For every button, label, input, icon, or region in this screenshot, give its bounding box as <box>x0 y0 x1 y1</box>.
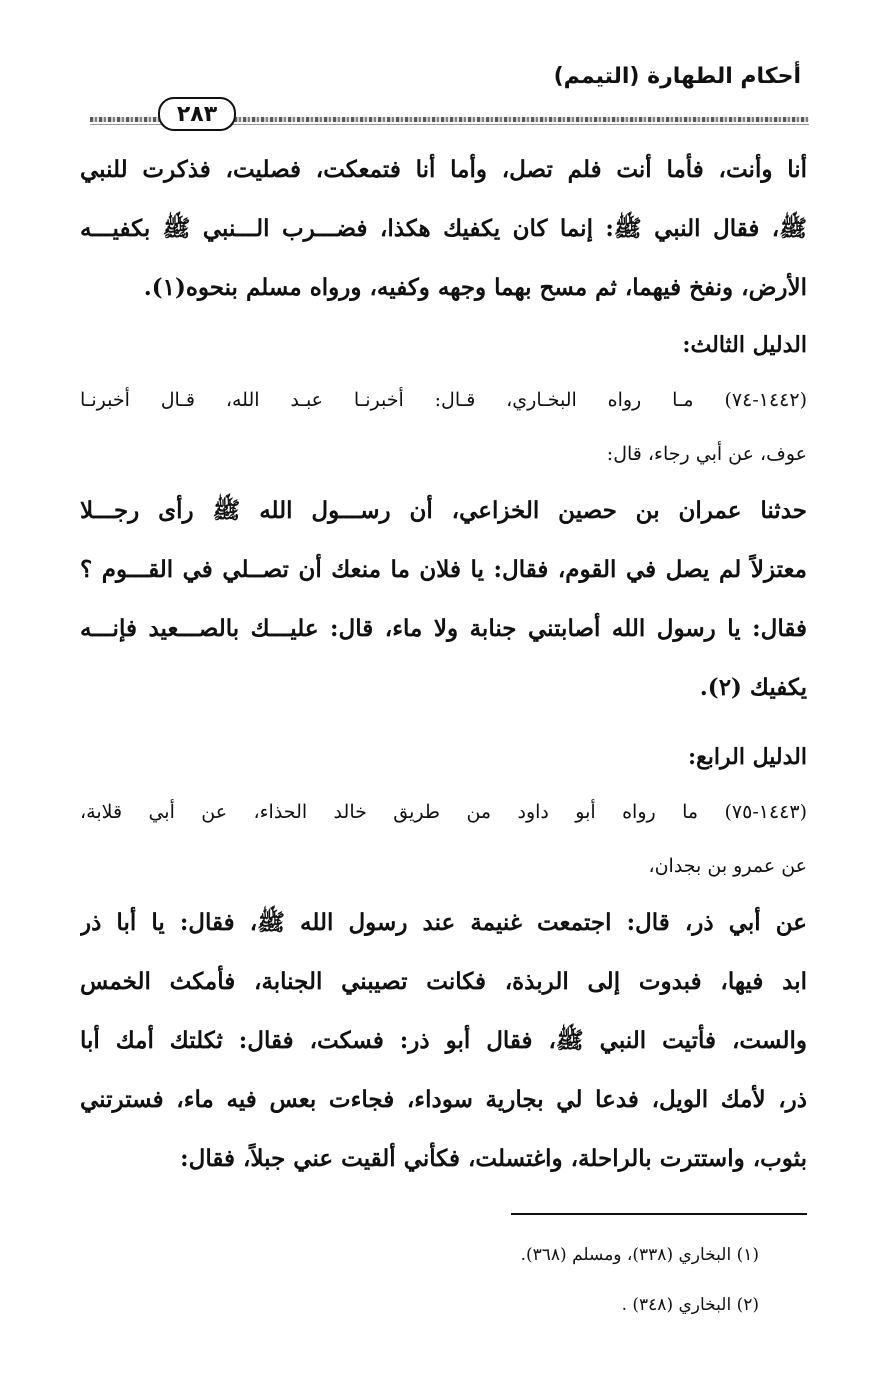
isnad-line: عن عمرو بن بجدان، <box>648 855 807 877</box>
text-line: ذر، لأمك الويل، فدعا لي بجارية سوداء، فجاءت بعس فيه ماء، فسترتني <box>80 1086 807 1113</box>
text-line: بثوب، واستترت بالراحلة، واغتسلت، فكأني ألقيت عني جبلاً، فقال: <box>180 1145 807 1172</box>
text-line: فقال: يا رسول الله أصابتني جنابة ولا ماء، قال: عليـــك بالصـــعيد فإنـــه <box>80 615 807 642</box>
section-heading: الدليل الرابع: <box>687 744 807 770</box>
text-line: معتزلاً لم يصل في القوم، فقال: يا فلان ما منعك أن تصــلي في القـــوم ؟ <box>80 556 807 583</box>
footnote-rule <box>511 1213 807 1215</box>
footnotes <box>521 1230 759 1330</box>
isnad-line: عوف، عن أبي رجاء، قال: <box>606 443 807 465</box>
footnote: (١) البخاري (٣٣٨)، ومسلم (٣٦٨). <box>520 1245 759 1265</box>
text-line: حدثنا عمران بن حصين الخزاعي، أن رســـول الله ﷺ رأى رجـــلا <box>80 497 807 524</box>
text-line: الأرض، ونفخ فيهما، ثم مسح بهما وجهه وكفيه، ورواه مسلم بنحوه(١). <box>143 274 807 301</box>
text-line: أنا وأنت، فأما أنت فلم تصل، وأما أنا فتمعكت، فصليت، فذكرت للنبي <box>80 156 807 183</box>
text-line: يكفيك (٢). <box>699 674 807 701</box>
section-heading: الدليل الثالث: <box>682 332 807 358</box>
text-line: عن أبي ذر، قال: اجتمعت غنيمة عند رسول الله ﷺ، فقال: يا أبا ذر <box>80 909 807 936</box>
main-text <box>80 140 807 1188</box>
footnote: (٢) البخاري (٣٤٨) . <box>621 1295 759 1315</box>
text-line: ﷺ، فقال النبي ﷺ: إنما كان يكفيك هكذا، فضـــرب الـــنبي ﷺ بكفيـــه <box>80 215 807 242</box>
text-line: والست، فأتيت النبي ﷺ، فقال أبو ذر: فسكت، فقال: ثكلتك أمك أبا <box>80 1027 807 1054</box>
isnad-line: (١٤٤٣-٧٥) ما رواه أبو داود من طريق خالد الحذاء، عن أبي قلابة، <box>80 801 807 823</box>
isnad-line: (١٤٤٢-٧٤) مـا رواه البخـاري، قـال: أخبرنـا عبـد الله، قـال أخبرنـا <box>80 389 807 411</box>
text-line: ابد فيها، فبدوت إلى الربذة، فكانت تصيبني الجنابة، فأمكث الخمس <box>80 968 807 995</box>
page-number: ٢٨٣ <box>158 97 236 131</box>
running-title: أحكام الطهارة (التيمم) <box>553 64 801 89</box>
